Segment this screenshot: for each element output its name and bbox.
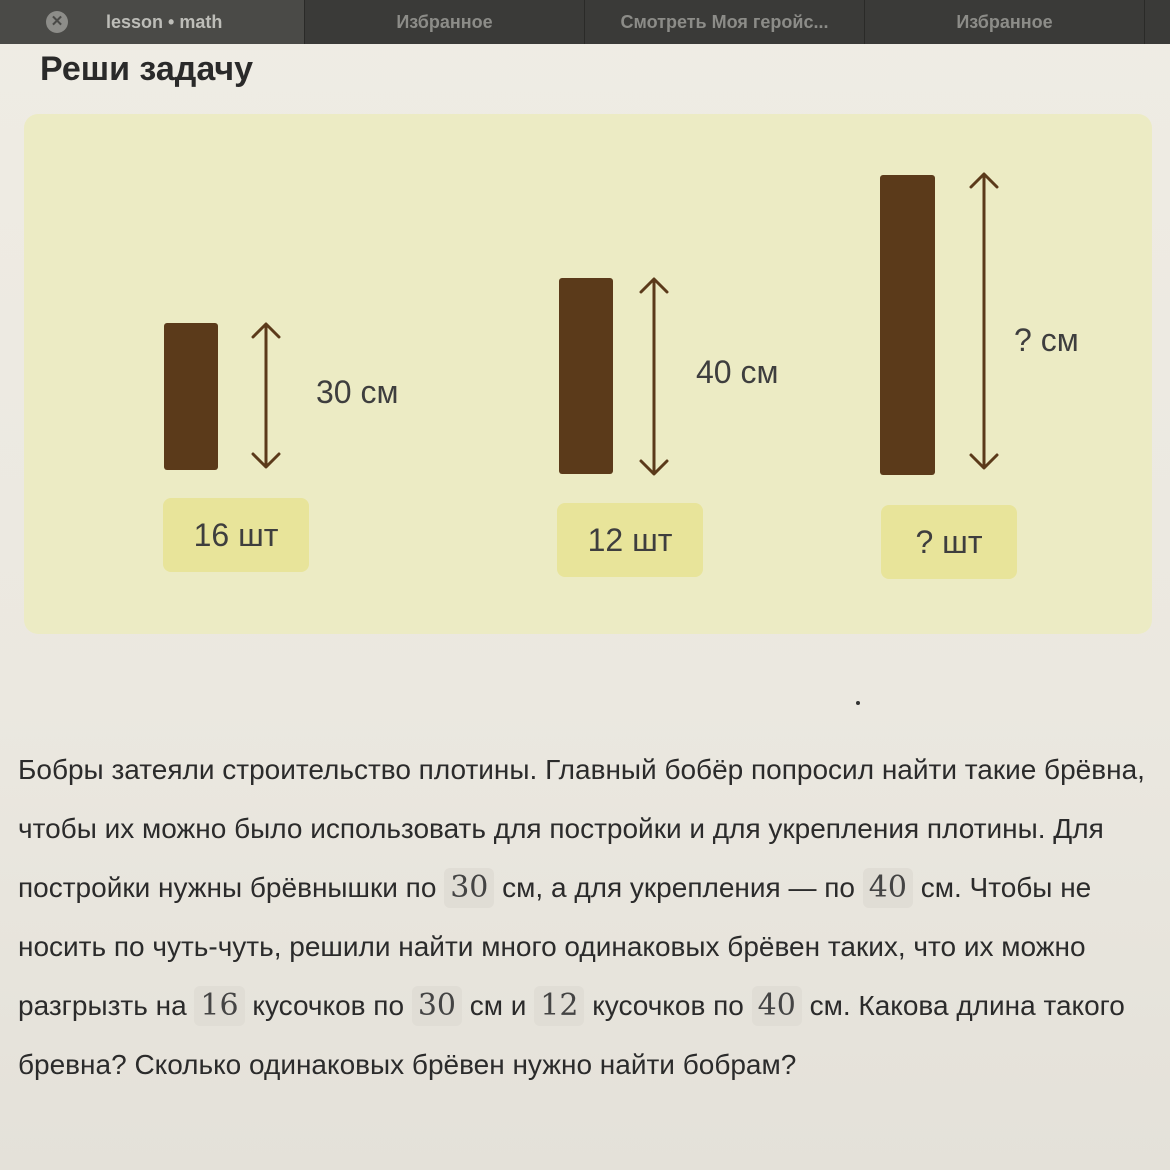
number-chip: 40 <box>752 986 802 1026</box>
problem-text-part: Бобры затеяли строительство плотины. Главный бобёр попросил найти такие брёвна, чтобы их можно было использовать для постройки и для укрепления плотины. Для постройки нужны брёвнышки по <box>18 754 1145 903</box>
tab-favorites-2[interactable] <box>865 0 1145 44</box>
close-tab-icon[interactable]: ✕ <box>46 11 68 33</box>
tab-favorites[interactable] <box>305 0 585 44</box>
tab-label: Избранное <box>956 11 1053 32</box>
tab-lesson-math[interactable] <box>0 0 305 44</box>
problem-text-part: см. Чтобы не носить по чуть-чуть, решили найти много одинаковых брёвен таких, что их можно разгрызть на <box>18 872 1092 1021</box>
number-chip: 16 <box>194 986 244 1026</box>
problem-text <box>18 740 1148 1094</box>
tab-label: lesson • math <box>106 11 223 32</box>
log-count-badge: 12 шт <box>557 503 703 577</box>
problem-text-part: см, а для укрепления — по <box>494 872 863 903</box>
problem-text-part: см. Какова длина такого бревна? Сколько одинаковых брёвен нужно найти бобрам? <box>18 990 1125 1080</box>
tab-label: Смотреть Моя геройс... <box>620 11 829 32</box>
log-long <box>880 175 935 475</box>
tab-label: Избранное <box>396 11 493 32</box>
log-medium <box>559 278 613 474</box>
number-chip: 12 <box>534 986 584 1026</box>
log-length-label: 30 см <box>316 374 399 410</box>
decorative-dot <box>856 701 860 705</box>
log-length-label: ? см <box>1014 322 1079 358</box>
problem-text-part: см и <box>462 990 535 1021</box>
browser-tab-bar <box>0 0 1170 44</box>
log-count-badge: 16 шт <box>163 498 309 572</box>
page-title: Реши задачу <box>40 50 254 88</box>
problem-text-part: кусочков по <box>584 990 752 1021</box>
number-chip: 30 <box>444 868 494 908</box>
number-chip: 40 <box>863 868 913 908</box>
number-chip: 30 <box>412 986 462 1026</box>
problem-text-part: кусочков по <box>244 990 412 1021</box>
log-short <box>164 323 218 470</box>
log-length-label: 40 см <box>696 354 779 390</box>
tab-watch[interactable] <box>585 0 865 44</box>
log-count-badge: ? шт <box>881 505 1017 579</box>
